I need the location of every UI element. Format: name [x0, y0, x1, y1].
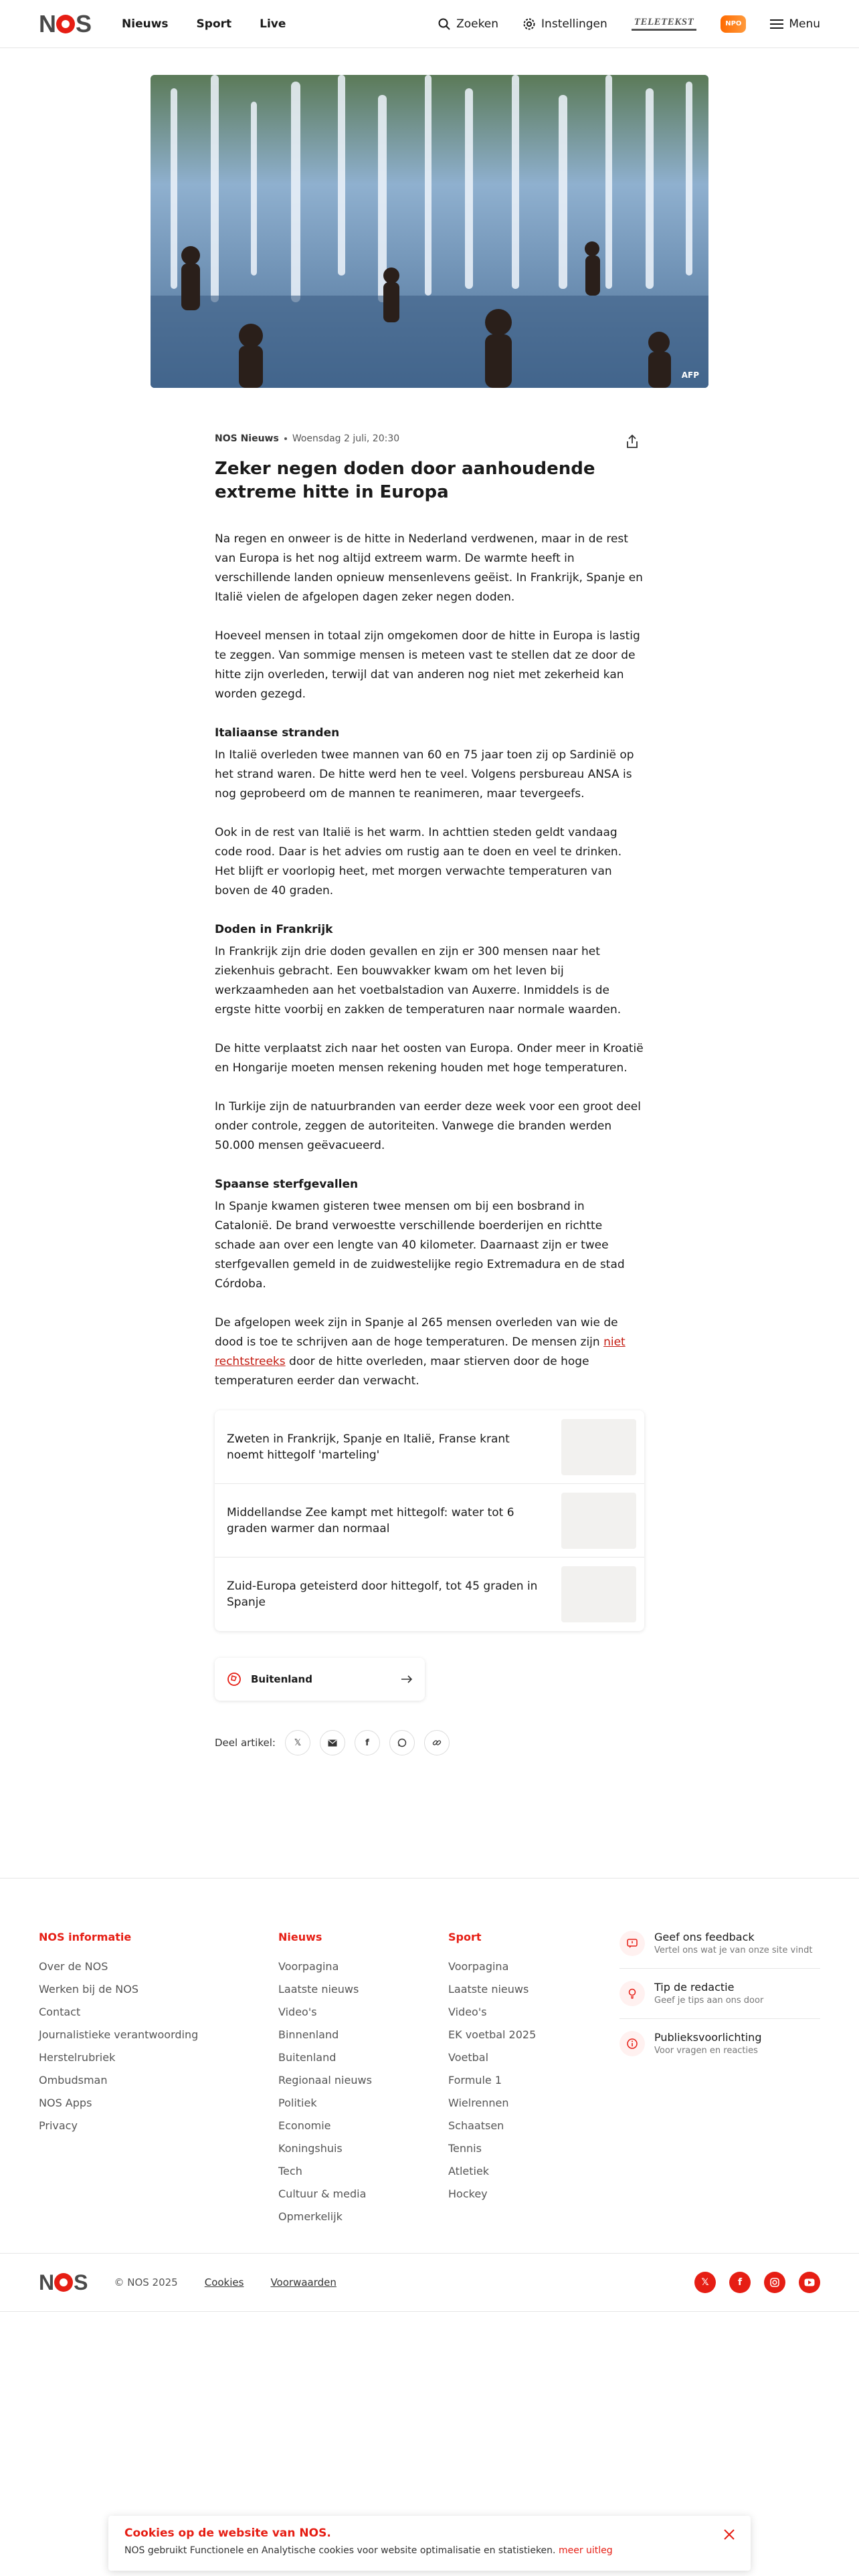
paragraph: Na regen en onweer is de hitte in Nederland verdwenen, maar in de rest van Europa is het nog altijd extreem warm. De warmte heeft in verschillende landen opnieuw mensenlevens geëist. In Frankrijk, Spanje en Italië vielen de afgelopen dagen zeker negen doden.: [215, 532, 643, 604]
related-article-title: Zweten in Frankrijk, Spanje en Italië, Franse krant noemt hittegolf 'marteling': [227, 1432, 510, 1462]
fountain-photo: [151, 75, 708, 388]
tag-label: Buitenland: [251, 1673, 312, 1685]
hero-image: [151, 75, 708, 388]
share-row: [215, 1730, 644, 1755]
footer-link[interactable]: Voorpagina: [278, 1960, 339, 1973]
subheading-italie: Italiaanse stranden: [215, 726, 340, 740]
footer-link[interactable]: Over de NOS: [39, 1960, 108, 1973]
footer-link[interactable]: Tennis: [448, 2142, 482, 2155]
footer-link[interactable]: Koningshuis: [278, 2142, 343, 2155]
paragraph: De hitte verplaatst zich naar het oosten van Europa. Onder meer in Kroatië en Hongarije moeten mensen rekening houden met hoge temperaturen.: [215, 1042, 644, 1075]
social-x-button[interactable]: [694, 2272, 716, 2293]
teletekst-link[interactable]: TELETEKST: [632, 17, 697, 31]
gear-icon: [522, 17, 536, 31]
whatsapp-icon: [397, 1738, 407, 1747]
nos-logo-footer[interactable]: N S: [39, 2270, 88, 2294]
hamburger-icon: [770, 19, 783, 29]
footer-col-nos-informatie: [39, 1931, 278, 2228]
footer-link[interactable]: EK voetbal 2025: [448, 2028, 537, 2041]
lightbulb-icon: [626, 1988, 638, 2000]
paragraph: In Italië overleden twee mannen van 60 en 75 jaar toen zij op Sardinië op het strand waren. De hitte werd hen te veel. Volgens persbureau ANSA is nog geprobeerd om de mannen te reanimeren, maar tevergeefs.: [215, 748, 634, 800]
related-thumbnail: [561, 1566, 636, 1622]
tip-redactie-link[interactable]: Tip de redactie Geef je tips aan ons door: [619, 1981, 820, 2019]
nav-live[interactable]: Live: [260, 17, 286, 31]
share-label: Deel artikel:: [215, 1737, 276, 1749]
footer-link[interactable]: Opmerkelijk: [278, 2210, 343, 2223]
related-article[interactable]: [215, 1558, 644, 1631]
x-icon: 𝕏: [294, 1737, 302, 1748]
paragraph: Ook in de rest van Italië is het warm. In achttien steden geldt vandaag code rood. Daar is het advies om rustig aan te doen en veel te drinken. Het blijft er voorlopig heet, met morgen verwachte temperaturen van boven de 40 graden.: [215, 826, 622, 897]
feedback-link[interactable]: Geef ons feedback Vertel ons wat je van onze site vindt: [619, 1931, 820, 1969]
footer-link[interactable]: Atletiek: [448, 2165, 490, 2177]
nav-nieuws[interactable]: Nieuws: [122, 17, 169, 31]
paragraph: Hoeveel mensen in totaal zijn omgekomen door de hitte in Europa is lastig te zeggen. Van sommige mensen is meteen vast te stellen dat ze door de hitte zijn overleden, terwijl dat van anderen nog niet met zekerheid kan worden gezegd.: [215, 629, 640, 701]
footer-link[interactable]: NOS Apps: [39, 2097, 92, 2109]
paragraph: In Frankrijk zijn drie doden gevallen en zijn er 300 mensen naar het ziekenhuis gebracht. Een bouwvakker kwam om het leven bij werkzaamheden aan het voetbalstadion van Auxerre. Inmiddels is de ergste hitte voorbij en zakken de temperaturen naar normale waarden.: [215, 945, 622, 1016]
photo-credit: AFP: [681, 370, 699, 380]
footer-link[interactable]: Hockey: [448, 2187, 488, 2200]
footer-link[interactable]: Laatste nieuws: [278, 1983, 359, 1996]
cookie-close-button[interactable]: [721, 2527, 737, 2543]
share-email-button[interactable]: [320, 1730, 345, 1755]
footer-link[interactable]: Ombudsman: [39, 2074, 108, 2086]
related-article[interactable]: [215, 1410, 644, 1484]
arrow-right-icon: [401, 1675, 413, 1684]
related-article-title: Middellandse Zee kampt met hittegolf: water tot 6 graden warmer dan normaal: [227, 1505, 514, 1535]
x-icon: 𝕏: [701, 2277, 709, 2288]
site-header: [0, 0, 859, 48]
menu-button[interactable]: [770, 17, 820, 31]
cookie-title: Cookies op de website van NOS.: [124, 2527, 331, 2540]
footer-link[interactable]: Tech: [278, 2165, 302, 2177]
share-whatsapp-button[interactable]: [389, 1730, 415, 1755]
footer-link[interactable]: Binnenland: [278, 2028, 339, 2041]
footer-heading: Nieuws: [278, 1931, 322, 1943]
search-button[interactable]: [438, 17, 498, 31]
feedback-icon: [626, 1937, 638, 1949]
footer-link[interactable]: Journalistieke verantwoording: [39, 2028, 199, 2041]
footer-link[interactable]: Regionaal nieuws: [278, 2074, 372, 2086]
site-footer: [0, 1878, 859, 2294]
share-facebook-button[interactable]: [355, 1730, 380, 1755]
footer-link[interactable]: Werken bij de NOS: [39, 1983, 139, 1996]
instagram-icon: [769, 2277, 780, 2288]
paragraph: In Turkije zijn de natuurbranden van eerder deze week voor een groot deel onder controle, zeggen de autoriteiten. Vanwege die branden werden 50.000 mensen geëvacueerd.: [215, 1100, 641, 1152]
footer-link[interactable]: Contact: [39, 2006, 81, 2018]
footer-heading: NOS informatie: [39, 1931, 132, 1943]
npo-logo[interactable]: NPO: [721, 15, 746, 33]
settings-button[interactable]: [522, 17, 607, 31]
info-icon: [626, 2038, 638, 2050]
terms-link[interactable]: Voorwaarden: [270, 2276, 337, 2288]
search-label: Zoeken: [456, 17, 499, 31]
article-body: [215, 530, 644, 1391]
youtube-icon: [804, 2278, 815, 2286]
main-nav: [122, 17, 286, 31]
share-copy-link-button[interactable]: [424, 1730, 450, 1755]
subheading-frankrijk: Doden in Frankrijk: [215, 923, 333, 936]
nos-logo[interactable]: N S: [39, 9, 92, 37]
footer-link[interactable]: Laatste nieuws: [448, 1983, 529, 1996]
share-button[interactable]: [620, 429, 644, 453]
footer-link[interactable]: Voetbal: [448, 2051, 489, 2064]
footer-link[interactable]: Economie: [278, 2119, 331, 2132]
footer-link[interactable]: Schaatsen: [448, 2119, 504, 2132]
footer-link[interactable]: Formule 1: [448, 2074, 502, 2086]
footer-link[interactable]: Politiek: [278, 2097, 317, 2109]
related-article[interactable]: [215, 1484, 644, 1558]
menu-label: Menu: [789, 17, 820, 31]
link-icon: [432, 1738, 442, 1747]
paragraph: De afgelopen week zijn in Spanje al 265 mensen overleden van wie de dood is toe te schrijven aan de hoge temperaturen. De mensen zijn niet rechtstreeks door de hitte overleden, maar stierven door de hoge temperaturen eerder dan verwacht.: [215, 1316, 626, 1388]
paragraph: In Spanje kwamen gisteren twee mensen om bij een bosbrand in Catalonië. De brand verwoestte verschillende boerderijen en richtte schade aan over een lengte van 40 kilometer. Daarnaast zijn er twee sterfgevallen gemeld in de zuidwestelijke regio Extremadura en de stad Córdoba.: [215, 1200, 625, 1291]
cookie-text: NOS gebruikt Functionele en Analytische cookies voor website optimalisatie en statistieken. meer uitleg: [124, 2545, 613, 2556]
social-youtube-button[interactable]: [799, 2272, 820, 2293]
share-icon: [625, 434, 640, 449]
social-links: [694, 2272, 820, 2293]
globe-icon: [227, 1672, 242, 1687]
related-article-title: Zuid-Europa geteisterd door hittegolf, tot 45 graden in Spanje: [227, 1580, 538, 1609]
footer-link[interactable]: Wielrennen: [448, 2097, 509, 2109]
footer-link[interactable]: Herstelrubriek: [39, 2051, 116, 2064]
article-title: Zeker negen doden door aanhoudende extreme hitte in Europa: [215, 459, 595, 502]
mail-icon: [328, 1739, 337, 1747]
article-date: Woensdag 2 juli, 20:30: [292, 433, 400, 444]
footer-link[interactable]: Privacy: [39, 2119, 78, 2132]
cookie-more-info-link[interactable]: meer uitleg: [558, 2545, 613, 2556]
article: [215, 433, 644, 1755]
footer-bottom: [0, 2253, 859, 2312]
inline-link[interactable]: niet rechtstreeks: [215, 1335, 626, 1368]
nav-sport[interactable]: Sport: [196, 17, 232, 31]
cookie-banner: [108, 2516, 751, 2571]
article-source: NOS Nieuws: [215, 433, 279, 444]
category-tag-buitenland[interactable]: [215, 1658, 425, 1701]
search-icon: [438, 17, 451, 31]
facebook-icon: f: [737, 2277, 743, 2288]
cookies-link[interactable]: Cookies: [204, 2276, 244, 2288]
subheading-spanje: Spaanse sterfgevallen: [215, 1178, 359, 1191]
close-icon: [721, 2527, 737, 2543]
footer-col-nieuws: [278, 1931, 448, 2228]
footer-heading: Sport: [448, 1931, 482, 1943]
related-articles: [215, 1410, 644, 1631]
footer-contact: [619, 1931, 820, 2228]
publieksvoorlichting-link[interactable]: Publieksvoorlichting Voor vragen en reacties: [619, 2031, 820, 2068]
footer-link[interactable]: Video's: [448, 2006, 487, 2018]
article-meta: [215, 433, 644, 444]
settings-label: Instellingen: [541, 17, 607, 31]
related-thumbnail: [561, 1493, 636, 1549]
related-thumbnail: [561, 1419, 636, 1475]
footer-col-sport: [448, 1931, 618, 2228]
social-facebook-button[interactable]: [729, 2272, 751, 2293]
footer-link[interactable]: Buitenland: [278, 2051, 337, 2064]
facebook-icon: f: [365, 1737, 369, 1748]
share-x-button[interactable]: [285, 1730, 310, 1755]
footer-link[interactable]: Voorpagina: [448, 1960, 509, 1973]
footer-link[interactable]: Video's: [278, 2006, 317, 2018]
copyright: © NOS 2025: [114, 2276, 178, 2288]
social-instagram-button[interactable]: [764, 2272, 785, 2293]
footer-link[interactable]: Cultuur & media: [278, 2187, 367, 2200]
